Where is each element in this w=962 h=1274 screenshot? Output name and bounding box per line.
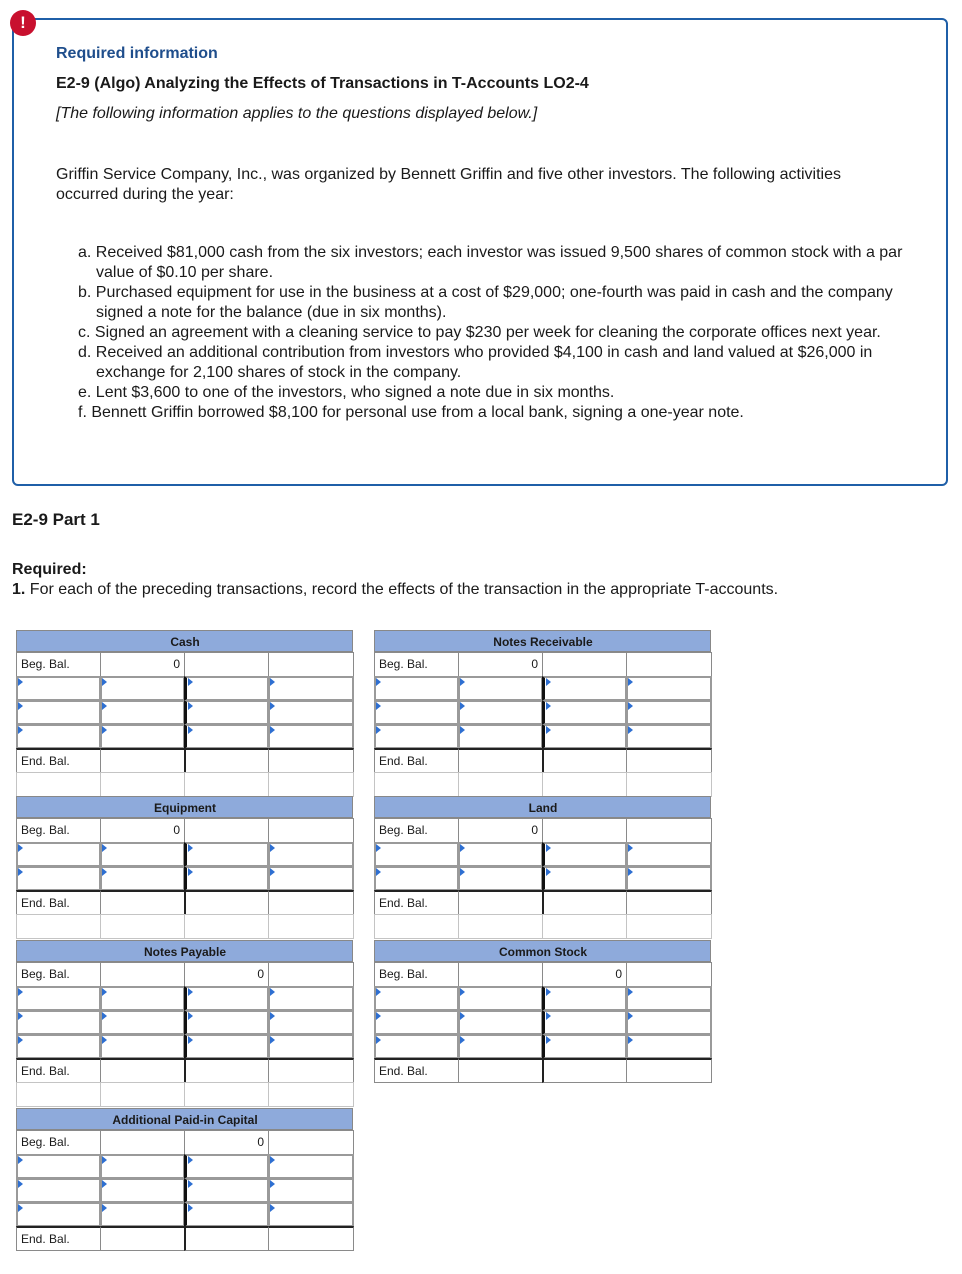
required-instruction [12, 581, 778, 599]
transaction-letter-dropdown[interactable] [374, 724, 459, 749]
beg-bal-credit: 0 [184, 1130, 269, 1155]
entry-row [16, 676, 353, 700]
account-title: Cash [170, 635, 200, 649]
debit-amount-input[interactable] [100, 1202, 185, 1227]
end-bal-debit-input[interactable] [100, 890, 185, 915]
end-bal-credit-input[interactable] [626, 748, 712, 773]
beg-bal-debit: 0 [458, 652, 543, 677]
entry-row [374, 1010, 711, 1034]
info-note: [The following information applies to the questions displayed below.] [56, 105, 538, 122]
debit-amount-input[interactable] [100, 986, 185, 1011]
entry-row [16, 842, 353, 866]
debit-amount-input[interactable] [100, 700, 185, 725]
transaction-letter-dropdown[interactable] [16, 700, 101, 725]
debit-amount-input[interactable] [100, 676, 185, 701]
account-title: Equipment [154, 801, 216, 815]
spacer-row [16, 914, 353, 938]
alert-icon: ! [10, 10, 36, 36]
intro-paragraph: Griffin Service Company, Inc., was organized by Bennett Griffin and five other investors. The following activities occurred during the year: [56, 166, 841, 203]
end-bal-debit-input[interactable] [100, 748, 185, 773]
credit-amount-input[interactable] [268, 842, 354, 867]
credit-amount-input[interactable] [626, 700, 712, 725]
transaction-letter-dropdown[interactable] [16, 724, 101, 749]
empty-cell [542, 914, 627, 939]
end-bal-label: End. Bal. [16, 1058, 101, 1083]
activity-item: b. Purchased equipment for use in the business at a cost of $29,000; one-fourth was paid in cash and the company signed a note for the balance (due in six months). [78, 284, 893, 321]
beginning-balance-row [374, 818, 711, 842]
debit-amount-input[interactable] [458, 1034, 543, 1059]
credit-amount-input[interactable] [626, 842, 712, 867]
transaction-letter-dropdown[interactable] [542, 676, 627, 701]
debit-amount-input[interactable] [458, 866, 543, 891]
part-title: E2-9 Part 1 [12, 510, 100, 529]
end-bal-credit-input[interactable] [268, 1058, 354, 1083]
empty-cell [458, 772, 543, 797]
t-account-header [374, 630, 711, 652]
debit-amount-input[interactable] [100, 1154, 185, 1179]
credit-amount-input[interactable] [626, 986, 712, 1011]
end-bal-debit-input[interactable] [458, 748, 543, 773]
entry-row [16, 700, 353, 724]
credit-amount-input[interactable] [268, 1154, 354, 1179]
transaction-letter-dropdown[interactable] [16, 842, 101, 867]
empty-cell [626, 914, 712, 939]
activity-item: f. Bennett Griffin borrowed $8,100 for personal use from a local bank, signing a one-year note. [78, 404, 744, 421]
empty-cell [16, 914, 101, 939]
exercise-title: E2-9 (Algo) Analyzing the Effects of Transactions in T-Accounts LO2-4 [56, 75, 589, 92]
entry-row [16, 866, 353, 890]
transaction-letter-dropdown[interactable] [184, 1202, 269, 1227]
activity-item: a. Received $81,000 cash from the six investors; each investor was issued 9,500 shares of common stock with a par value of $0.10 per share. [78, 244, 903, 281]
ending-balance-row [16, 890, 353, 914]
credit-amount-input[interactable] [268, 1034, 354, 1059]
t-account-header [374, 940, 711, 962]
empty-cell [268, 962, 354, 987]
beginning-balance-row [16, 818, 353, 842]
beg-bal-label: Beg. Bal. [374, 652, 459, 677]
entry-row [16, 1178, 353, 1202]
beg-bal-debit [100, 962, 185, 987]
empty-cell [374, 772, 459, 797]
end-bal-label-right [184, 1226, 269, 1251]
ending-balance-row [374, 890, 711, 914]
transaction-letter-dropdown[interactable] [16, 1178, 101, 1203]
transaction-letter-dropdown[interactable] [542, 842, 627, 867]
ending-balance-row [16, 1226, 353, 1250]
debit-amount-input[interactable] [458, 986, 543, 1011]
t-account-equipment [16, 796, 353, 938]
end-bal-label-right [542, 748, 627, 773]
credit-amount-input[interactable] [626, 866, 712, 891]
end-bal-credit-input[interactable] [268, 1226, 354, 1251]
transaction-letter-dropdown[interactable] [16, 1202, 101, 1227]
account-title: Notes Receivable [493, 635, 593, 649]
end-bal-label: End. Bal. [16, 1226, 101, 1251]
empty-cell [100, 914, 185, 939]
beg-bal-credit [542, 818, 627, 843]
t-account-cash [16, 630, 353, 796]
beginning-balance-row [16, 962, 353, 986]
credit-amount-input[interactable] [268, 676, 354, 701]
empty-cell [542, 772, 627, 797]
credit-amount-input[interactable] [626, 1034, 712, 1059]
empty-cell [268, 652, 354, 677]
end-bal-label: End. Bal. [16, 748, 101, 773]
t-account-header [16, 796, 353, 818]
required-number: 1. [12, 581, 26, 598]
debit-amount-input[interactable] [100, 842, 185, 867]
activity-item: c. Signed an agreement with a cleaning service to pay $230 per week for cleaning the corporate offices next year. [78, 324, 881, 341]
transaction-letter-dropdown[interactable] [542, 986, 627, 1011]
entry-row [374, 700, 711, 724]
transaction-letter-dropdown[interactable] [184, 676, 269, 701]
empty-cell [16, 1082, 101, 1107]
empty-cell [268, 818, 354, 843]
debit-amount-input[interactable] [100, 866, 185, 891]
empty-cell [184, 1082, 269, 1107]
transaction-letter-dropdown[interactable] [16, 866, 101, 891]
account-title: Land [528, 801, 558, 815]
beg-bal-label: Beg. Bal. [16, 1130, 101, 1155]
end-bal-credit-input[interactable] [268, 890, 354, 915]
end-bal-debit-input[interactable] [100, 1058, 185, 1083]
debit-amount-input[interactable] [458, 676, 543, 701]
beg-bal-debit: 0 [458, 818, 543, 843]
end-bal-debit-input[interactable] [100, 1226, 185, 1251]
t-account-land [374, 796, 711, 938]
credit-amount-input[interactable] [268, 1178, 354, 1203]
end-bal-debit-input[interactable] [458, 890, 543, 915]
empty-cell [626, 772, 712, 797]
end-bal-label-right [542, 1058, 627, 1083]
entry-row [16, 1010, 353, 1034]
ending-balance-row [16, 1058, 353, 1082]
transaction-letter-dropdown[interactable] [542, 1010, 627, 1035]
credit-amount-input[interactable] [268, 986, 354, 1011]
empty-cell [458, 914, 543, 939]
beg-bal-credit: 0 [542, 962, 627, 987]
t-account-notes-receivable [374, 630, 711, 796]
beginning-balance-row [374, 962, 711, 986]
beg-bal-debit [100, 1130, 185, 1155]
debit-amount-input[interactable] [100, 1010, 185, 1035]
t-account-header [16, 1108, 353, 1130]
transaction-letter-dropdown[interactable] [16, 986, 101, 1011]
debit-amount-input[interactable] [458, 700, 543, 725]
beginning-balance-row [374, 652, 711, 676]
transaction-letter-dropdown[interactable] [374, 676, 459, 701]
beg-bal-debit: 0 [100, 818, 185, 843]
required-instruction-text: For each of the preceding transactions, record the effects of the transaction in the appropriate T-accounts. [29, 581, 779, 598]
end-bal-label: End. Bal. [374, 890, 459, 915]
empty-cell [626, 652, 712, 677]
ending-balance-row [374, 1058, 711, 1082]
ending-balance-row [374, 748, 711, 772]
empty-cell [626, 818, 712, 843]
t-account-notes-payable [16, 940, 353, 1106]
transaction-letter-dropdown[interactable] [184, 842, 269, 867]
credit-amount-input[interactable] [626, 724, 712, 749]
end-bal-label: End. Bal. [16, 890, 101, 915]
empty-cell [16, 772, 101, 797]
beg-bal-debit: 0 [100, 652, 185, 677]
credit-amount-input[interactable] [268, 724, 354, 749]
beginning-balance-row [16, 1130, 353, 1154]
empty-cell [184, 772, 269, 797]
entry-row [16, 724, 353, 748]
beginning-balance-row [16, 652, 353, 676]
empty-cell [268, 914, 354, 939]
account-title: Notes Payable [143, 945, 227, 959]
beg-bal-credit [184, 818, 269, 843]
transaction-letter-dropdown[interactable] [16, 676, 101, 701]
credit-amount-input[interactable] [268, 1202, 354, 1227]
transaction-letter-dropdown[interactable] [542, 724, 627, 749]
transaction-letter-dropdown[interactable] [184, 1178, 269, 1203]
empty-cell [100, 772, 185, 797]
entry-row [374, 724, 711, 748]
beg-bal-credit: 0 [184, 962, 269, 987]
beg-bal-debit [458, 962, 543, 987]
entry-row [374, 866, 711, 890]
entry-row [16, 1034, 353, 1058]
empty-cell [100, 1082, 185, 1107]
transaction-letter-dropdown[interactable] [374, 1034, 459, 1059]
beg-bal-label: Beg. Bal. [374, 962, 459, 987]
credit-amount-input[interactable] [268, 700, 354, 725]
end-bal-label: End. Bal. [374, 1058, 459, 1083]
debit-amount-input[interactable] [100, 1178, 185, 1203]
empty-cell [268, 1130, 354, 1155]
ending-balance-row [16, 748, 353, 772]
beg-bal-label: Beg. Bal. [16, 818, 101, 843]
entry-row [16, 1202, 353, 1226]
end-bal-label-right [184, 1058, 269, 1083]
transaction-letter-dropdown[interactable] [542, 700, 627, 725]
transaction-letter-dropdown[interactable] [16, 1154, 101, 1179]
t-account-header [16, 630, 353, 652]
transaction-letter-dropdown[interactable] [184, 724, 269, 749]
t-account-header [16, 940, 353, 962]
transaction-letter-dropdown[interactable] [16, 1010, 101, 1035]
required-info-heading: Required information [56, 45, 218, 62]
t-account-header [374, 796, 711, 818]
entry-row [374, 1034, 711, 1058]
activity-item: e. Lent $3,600 to one of the investors, who signed a note due in six months. [78, 384, 615, 401]
transaction-letter-dropdown[interactable] [184, 700, 269, 725]
empty-cell [184, 914, 269, 939]
spacer-row [374, 772, 711, 796]
t-account-apic [16, 1108, 353, 1250]
end-bal-label: End. Bal. [374, 748, 459, 773]
debit-amount-input[interactable] [458, 724, 543, 749]
beg-bal-credit [542, 652, 627, 677]
account-title: Common Stock [498, 945, 587, 959]
debit-amount-input[interactable] [100, 724, 185, 749]
transaction-letter-dropdown[interactable] [374, 1010, 459, 1035]
entry-row [16, 1154, 353, 1178]
transaction-letter-dropdown[interactable] [184, 1010, 269, 1035]
debit-amount-input[interactable] [458, 1010, 543, 1035]
entry-row [374, 986, 711, 1010]
beg-bal-label: Beg. Bal. [16, 962, 101, 987]
spacer-row [16, 772, 353, 796]
activities-list [78, 243, 918, 423]
entry-row [374, 842, 711, 866]
credit-amount-input[interactable] [626, 1010, 712, 1035]
debit-amount-input[interactable] [100, 1034, 185, 1059]
required-label: Required: [12, 561, 87, 578]
credit-amount-input[interactable] [268, 866, 354, 891]
empty-cell [626, 962, 712, 987]
debit-amount-input[interactable] [458, 842, 543, 867]
activity-item: d. Received an additional contribution from investors who provided $4,100 in cash and land valued at $26,000 in exchange for 2,100 shares of stock in the company. [78, 344, 873, 381]
end-bal-credit-input[interactable] [626, 1058, 712, 1083]
end-bal-label-right [184, 748, 269, 773]
transaction-letter-dropdown[interactable] [542, 866, 627, 891]
spacer-row [16, 1082, 353, 1106]
credit-amount-input[interactable] [268, 1010, 354, 1035]
transaction-letter-dropdown[interactable] [374, 986, 459, 1011]
entry-row [374, 676, 711, 700]
transaction-letter-dropdown[interactable] [374, 700, 459, 725]
transaction-letter-dropdown[interactable] [374, 842, 459, 867]
spacer-row [374, 914, 711, 938]
empty-cell [268, 1082, 354, 1107]
empty-cell [374, 914, 459, 939]
credit-amount-input[interactable] [626, 676, 712, 701]
beg-bal-credit [184, 652, 269, 677]
end-bal-credit-input[interactable] [268, 748, 354, 773]
end-bal-label-right [184, 890, 269, 915]
account-title: Additional Paid-in Capital [112, 1113, 258, 1127]
t-account-common-stock [374, 940, 711, 1082]
end-bal-debit-input[interactable] [458, 1058, 543, 1083]
empty-cell [268, 772, 354, 797]
transaction-letter-dropdown[interactable] [542, 1034, 627, 1059]
beg-bal-label: Beg. Bal. [374, 818, 459, 843]
entry-row [16, 986, 353, 1010]
transaction-letter-dropdown[interactable] [184, 866, 269, 891]
transaction-letter-dropdown[interactable] [184, 1154, 269, 1179]
transaction-letter-dropdown[interactable] [16, 1034, 101, 1059]
transaction-letter-dropdown[interactable] [184, 1034, 269, 1059]
transaction-letter-dropdown[interactable] [374, 866, 459, 891]
transaction-letter-dropdown[interactable] [184, 986, 269, 1011]
beg-bal-label: Beg. Bal. [16, 652, 101, 677]
end-bal-label-right [542, 890, 627, 915]
end-bal-credit-input[interactable] [626, 890, 712, 915]
